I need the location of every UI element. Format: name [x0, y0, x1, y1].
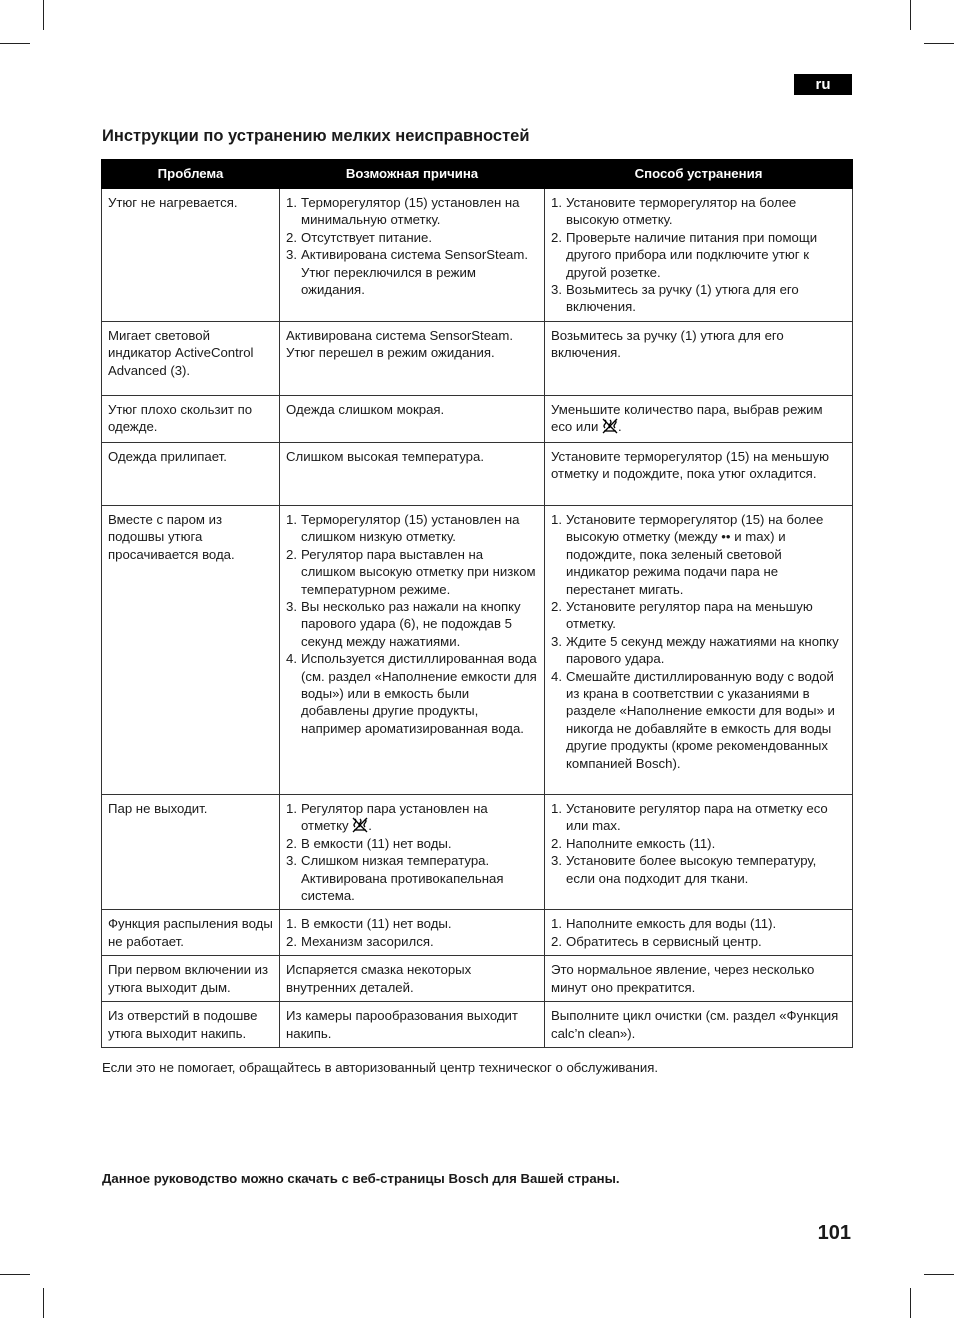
list-item: 2. Регулятор пара выставлен на слишком высокую отметку при низком температурном режиме.: [286, 546, 536, 597]
problem-cell: Вместе с паром из подошвы утюга просачивается вода.: [102, 506, 280, 795]
problem-cell: Из отверстий в подошве утюга выходит накипь.: [102, 1002, 280, 1048]
table-row: [102, 189, 853, 322]
crop-mark: [924, 1274, 954, 1275]
list-item: 1. Установите регулятор пара на отметку eco или max.: [551, 801, 828, 834]
problem-cell: Одежда прилипает.: [102, 443, 280, 506]
cause-cell: Активирована система SensorSteam. Утюг перешел в режим ожидания.: [280, 322, 545, 396]
column-header-problem: Проблема: [102, 160, 280, 189]
solution-cell: Возьмитесь за ручку (1) утюга для его включения.: [545, 322, 853, 396]
list-item: 1. Установите терморегулятор на более высокую отметку.: [551, 195, 797, 228]
table-row: [102, 322, 853, 396]
page-number: 101: [817, 1222, 851, 1244]
crop-mark: [910, 0, 911, 30]
cause-cell: Из камеры парообразования выходит накипь.: [280, 1002, 545, 1048]
list-item: 3. Возьмитесь за ручку (1) утюга для его включения.: [551, 282, 799, 315]
list-item: 1. Наполните емкость для воды (11).: [551, 916, 777, 932]
column-header-cause: Возможная причина: [280, 160, 545, 189]
cause-cell: Одежда слишком мокрая.: [280, 396, 545, 443]
list-item: 1. Терморегулятор (15) установлен на минимальную отметку.: [286, 195, 520, 228]
cause-cell: [280, 506, 545, 795]
no-steam-icon: [352, 817, 368, 833]
problem-cell: При первом включении из утюга выходит дым.: [102, 956, 280, 1002]
no-steam-icon: [602, 418, 618, 434]
table-row: [102, 443, 853, 506]
page-title: Инструкции по устранению мелких неисправностей: [102, 127, 530, 145]
troubleshooting-table: [101, 159, 853, 1048]
solution-cell: Уменьшите количество пара, выбрав режим eco или .: [545, 396, 853, 443]
language-badge: ru: [794, 74, 852, 95]
list-item: 4. Смешайте дистиллированную воду с водой из крана в соответствии с указаниями в разделе «Наполнение емкости для воды» и никогда не добавляйте в емкость для воды другие продукты (кроме рекомендованных компанией Bosch).: [551, 668, 835, 771]
solution-cell: [545, 910, 853, 956]
cause-cell: Слишком высокая температура.: [280, 443, 545, 506]
download-note: Данное руководство можно скачать с веб-страницы Bosch для Вашей страны.: [102, 1171, 620, 1186]
crop-mark: [43, 0, 44, 30]
crop-mark: [43, 1288, 44, 1318]
list-item: 3. Вы несколько раз нажали на кнопку парового удара (6), не подождав 5 секунд между нажатиями.: [286, 599, 521, 649]
table-header-row: [102, 160, 853, 189]
problem-cell: Пар не выходит.: [102, 795, 280, 910]
table-row: [102, 956, 853, 1002]
list-item: 2. В емкости (11) нет воды.: [286, 835, 452, 851]
list-item: 2. Наполните емкость (11).: [551, 835, 716, 851]
footer-note: Если это не помогает, обращайтесь в авторизованный центр техническог о обслуживания.: [102, 1060, 659, 1075]
solution-cell: [545, 795, 853, 910]
table-row: [102, 1002, 853, 1048]
crop-mark: [0, 43, 30, 44]
problem-cell: Утюг не нагревается.: [102, 189, 280, 322]
problem-cell: Утюг плохо скользит по одежде.: [102, 396, 280, 443]
list-item: 4. Используется дистиллированная вода (см. раздел «Наполнение емкости для воды») или в емкость были добавлены другие продукты, например ароматизированная вода.: [286, 651, 537, 736]
list-item: 3. Установите более высокую температуру, если она подходит для ткани.: [551, 853, 817, 886]
table-row: [102, 910, 853, 956]
crop-mark: [910, 1288, 911, 1318]
solution-cell: Это нормальное явление, через несколько минут оно прекратится.: [545, 956, 853, 1002]
solution-cell: Установите терморегулятор (15) на меньшую отметку и подождите, пока утюг охладится.: [545, 443, 853, 506]
cause-cell: [280, 189, 545, 322]
solution-cell: Выполните цикл очистки (см. раздел «Функция calc’n clean»).: [545, 1002, 853, 1048]
list-item: 1. В емкости (11) нет воды.: [286, 916, 452, 932]
list-item: 1. Установите терморегулятор (15) на более высокую отметку (между •• и max) и подождите, пока зеленый световой индикатор режима подачи пара не перестанет мигать.: [551, 512, 824, 597]
list-item: 1. Регулятор пара установлен на отметку .: [286, 801, 488, 834]
list-item: 3. Ждите 5 секунд между нажатиями на кнопку парового удара.: [551, 633, 839, 667]
list-item: 2. Проверьте наличие питания при помощи другого прибора или подключите утюг к другой розетке.: [551, 229, 818, 280]
table-row: [102, 506, 853, 795]
column-header-solution: Способ устранения: [545, 160, 853, 189]
list-item: 1. Терморегулятор (15) установлен на слишком низкую отметку.: [286, 512, 520, 545]
list-item: 2. Механизм засорился.: [286, 933, 434, 949]
cause-cell: [280, 795, 545, 910]
problem-cell: Функция распыления воды не работает.: [102, 910, 280, 956]
solution-cell: [545, 189, 853, 322]
list-item: 2. Обратитесь в сервисный центр.: [551, 933, 762, 949]
cause-cell: Испаряется смазка некоторых внутренних деталей.: [280, 956, 545, 1002]
solution-cell: [545, 506, 853, 795]
crop-mark: [924, 43, 954, 44]
table-row: [102, 795, 853, 910]
problem-cell: Мигает световой индикатор ActiveControl Advanced (3).: [102, 322, 280, 396]
cause-cell: [280, 910, 545, 956]
list-item: 3. Активирована система SensorSteam. Утюг переключился в режим ожидания.: [286, 247, 529, 298]
list-item: 3. Слишком низкая температура. Активирована противокапельная система.: [286, 853, 504, 904]
list-item: 2. Отсутствует питание.: [286, 229, 433, 245]
list-item: 2. Установите регулятор пара на меньшую отметку.: [551, 599, 813, 632]
table-row: [102, 396, 853, 443]
crop-mark: [0, 1274, 30, 1275]
